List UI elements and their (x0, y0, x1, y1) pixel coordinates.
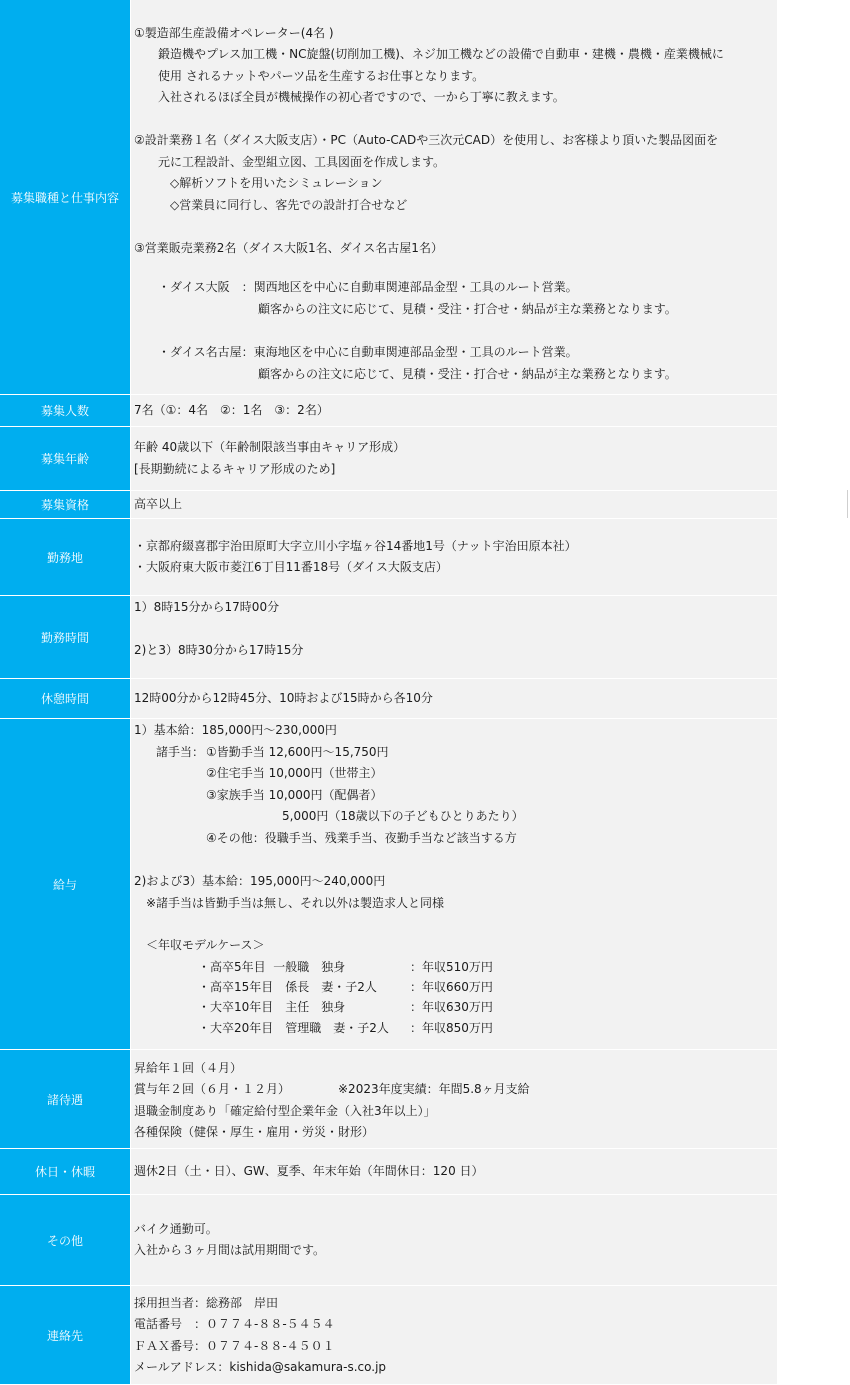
row-content (130, 519, 777, 596)
content-line: ※2023年度実績：年間5.8ヶ月支給 (338, 1082, 530, 1096)
row-age (0, 427, 777, 491)
content-line: ③家族手当 10,000円（配偶者） (206, 788, 383, 802)
edge-divider (847, 490, 848, 518)
row-header: その他 (0, 1195, 130, 1286)
content-line: 7名（①：4名 ②：1名 ③：2名） (134, 403, 329, 417)
content-line: バイク通勤可。 (134, 1222, 218, 1236)
row-content (130, 596, 777, 679)
content-line: 顧客からの注文に応じて、見積・受注・打合せ・納品が主な業務となります。 (258, 367, 677, 381)
row-contact (0, 1286, 777, 1385)
content-line: ：年収660万円 (410, 980, 493, 994)
content-line: 賞与年２回（６月・１２月） (134, 1082, 291, 1096)
content-line: ①皆勤手当 12,600円～15,750円 (206, 745, 389, 759)
content-line: ・高卒5年目 一般職 独身 (198, 960, 346, 974)
row-headcount (0, 395, 777, 427)
content-line: ①製造部生産設備オペレーター(4名 ) (134, 26, 334, 40)
content-line: 2)および3）基本給：195,000円～240,000円 (134, 874, 386, 888)
row-header: 休憩時間 (0, 679, 130, 719)
content-line: 退職金制度あり「確定給付型企業年金（入社3年以上）」 (134, 1104, 436, 1118)
row-content (130, 395, 777, 427)
content-line: ◇営業員に同行し、客先での設計打合せなど (170, 198, 408, 212)
row-header: 休日・休暇 (0, 1149, 130, 1195)
row-header: 諸待遇 (0, 1050, 130, 1149)
content-line: 昇給年１回（４月） (134, 1061, 243, 1075)
content-line: ・京都府綴喜郡宇治田原町大字立川小字塩ヶ谷14番地1号（ナット宇治田原本社） (134, 539, 577, 553)
content-line: ＜年収モデルケース＞ (146, 938, 265, 952)
content-line: [長期勤続によるキャリア形成のため] (134, 462, 336, 476)
content-line: 採用担当者：総務部 岸田 (134, 1296, 279, 1310)
row-header: 勤務地 (0, 519, 130, 596)
row-salary (0, 719, 777, 1050)
content-line: ③営業販売業務2名（ダイス大阪1名、ダイス名古屋1名） (134, 241, 443, 255)
content-line: 顧客からの注文に応じて、見積・受注・打合せ・納品が主な業務となります。 (258, 302, 677, 316)
phone-number: 電話番号 ：０７７４-８８-５４５４ (134, 1317, 335, 1331)
content-line: 各種保険（健保・厚生・雇用・労災・財形） (134, 1125, 375, 1139)
content-line: ・大卒10年目 主任 独身 (198, 1000, 346, 1014)
row-header: 募集職種と仕事内容 (0, 0, 130, 395)
content-line: 12時00分から12時45分、10時および15時から各10分 (134, 691, 433, 705)
content-line: 1）基本給：185,000円～230,000円 (134, 723, 337, 737)
row-content (130, 1050, 777, 1149)
content-line: 使用 されるナットやパーツ品を生産するお仕事となります。 (158, 69, 485, 83)
row-header: 募集資格 (0, 491, 130, 519)
content-line: 入社から３ヶ月間は試用期間です。 (134, 1243, 326, 1257)
content-line: 入社されるほぼ全員が機械操作の初心者ですので、一から丁寧に教えます。 (158, 90, 565, 104)
row-working-hours (0, 596, 777, 679)
row-benefits (0, 1050, 777, 1149)
content-line: 週休2日（土・日）、GW、夏季、年末年始（年間休日：120 日） (134, 1164, 484, 1178)
row-header: 募集年齢 (0, 427, 130, 491)
content-line: 元に工程設計、金型組立図、工具図面を作成します。 (158, 155, 446, 169)
row-content (130, 1286, 777, 1385)
row-content (130, 1195, 777, 1286)
row-content (130, 427, 777, 491)
row-break-time (0, 679, 777, 719)
content-line: ②住宅手当 10,000円（世帯主） (206, 766, 383, 780)
email-address[interactable]: メールアドレス：kishida@sakamura-s.co.jp (134, 1360, 387, 1374)
row-holidays (0, 1149, 777, 1195)
row-content (130, 1149, 777, 1195)
content-line: ・大卒20年目 管理職 妻・子2人 (198, 1021, 389, 1035)
content-line: 年齢 40歳以下（年齢制限該当事由キャリア形成） (134, 440, 406, 454)
content-line: ・ダイス名古屋：東海地区を中心に自動車関連部品金型・工具のルート営業。 (158, 345, 578, 359)
content-line: 鍛造機やプレス加工機・NC旋盤(切削加工機)、ネジ加工機などの設備で自動車・建機・農機・産業機械に (158, 47, 724, 61)
row-other (0, 1195, 777, 1286)
row-job-description (0, 0, 777, 395)
content-line: ◇解析ソフトを用いたシミュレーション (170, 176, 383, 190)
content-line: 1）8時15分から17時00分 (134, 600, 280, 614)
row-workplace (0, 519, 777, 596)
content-line: 高卒以上 (134, 497, 183, 511)
content-line: ④その他：役職手当、残業手当、夜勤手当など該当する方 (206, 831, 517, 845)
content-line: ：年収850万円 (410, 1021, 493, 1035)
row-content (130, 0, 777, 395)
row-content (130, 719, 777, 1050)
fax-number: ＦＡＸ番号：０７７４-８８-４５０１ (134, 1339, 335, 1353)
content-line: ・ダイス大阪 ：関西地区を中心に自動車関連部品金型・工具のルート営業。 (158, 280, 578, 294)
row-header: 連絡先 (0, 1286, 130, 1385)
row-header: 給与 (0, 719, 130, 1050)
row-header: 募集人数 (0, 395, 130, 427)
content-line: ：年収630万円 (410, 1000, 493, 1014)
row-header: 勤務時間 (0, 596, 130, 679)
content-line: ②設計業務１名（ダイス大阪支店）・PC（Auto-CADや三次元CAD）を使用し、お客様より頂いた製品図面を (134, 133, 719, 147)
content-line: ：年収510万円 (410, 960, 493, 974)
row-qualification (0, 491, 777, 519)
row-content (130, 491, 777, 519)
content-line: ※諸手当は皆勤手当は無し、それ以外は製造求人と同様 (146, 896, 445, 910)
row-content (130, 679, 777, 719)
content-line: 諸手当： (156, 745, 205, 759)
content-line: 2)と3）8時30分から17時15分 (134, 643, 304, 657)
content-line: ・高卒15年目 係長 妻・子2人 (198, 980, 377, 994)
content-line: ・大阪府東大阪市菱江6丁目11番18号（ダイス大阪支店） (134, 560, 448, 574)
content-line: 5,000円（18歳以下の子どもひとりあたり） (282, 809, 524, 823)
